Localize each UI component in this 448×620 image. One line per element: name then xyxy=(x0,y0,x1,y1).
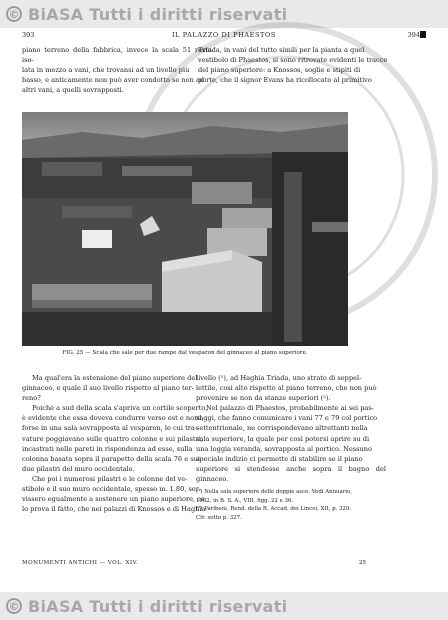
text-line: superiore si stendesse anche sopra il bagno del ginnaceo. xyxy=(196,464,386,483)
text-line: lettile, cosi alto rispetto al piano terreno, che non può xyxy=(196,384,377,393)
text-line: Nel palazzo di Phaestos, probabilmente ai sei pas- xyxy=(206,404,374,413)
text-line: porte, che il signor Evans ha ricollocato al primitivo xyxy=(198,76,372,85)
footnote: (²) Paribeni, Rend. della R. Accad. dei Lincei, XII, p. 320. xyxy=(196,506,351,513)
text-line: lata in mezzo a vani, che trovansi ad un livello più xyxy=(22,66,190,75)
text-line: altri vani, a quelli sovrapposti. xyxy=(22,86,124,95)
text-line: provenire se non da stanze superiori (²). xyxy=(196,394,331,403)
watermark-text: BiASA Tutti i diritti riservati xyxy=(28,4,288,24)
text-line: una loggia veranda, sovrapposta al portico. Nessuno xyxy=(196,444,372,453)
text-line: Poichè a sud della scala s'apriva un cortile scoperto, xyxy=(32,404,208,413)
text-line: basso, e anticamente non può aver condotto se non ad xyxy=(22,76,205,85)
footnote: (¹) Nella sala superiore delle doppie asce. Vedi Annuario, xyxy=(196,489,352,496)
text-line: del piano superiore: a Knossos, soglie e stipiti di xyxy=(198,66,361,75)
page-number-right: 394 xyxy=(407,31,420,39)
text-line: vissero egualmente a sostenere un piano superiore, ce xyxy=(22,495,205,504)
figure-photograph xyxy=(22,112,348,346)
text-line: sala superiore, la quale per così potersi aprire su di xyxy=(196,434,370,443)
text-line: forse in una sala sovrapposta al vesparon, le cui tra- xyxy=(22,424,198,433)
text-line: Che poi i numerosi pilastri e le colonne del ve- xyxy=(32,474,188,483)
page-number-left: 393 xyxy=(22,31,35,39)
footnote: 1902, in B. S. A., VIII, figg. 22 e 36. xyxy=(196,497,294,504)
text-line: reno? xyxy=(22,394,41,403)
watermark-banner-top xyxy=(0,0,448,28)
text-line: lo prova il fatto, che nei palazzi di Knossos e di Haghia xyxy=(22,505,206,514)
text-line: incastrati nelle pareti in rispondenza ad esse, sulla xyxy=(22,444,193,453)
copyright-icon: © xyxy=(6,598,22,614)
text-line: livello (¹), ad Haghia Triada, uno strato di seppel- xyxy=(196,374,362,382)
text-line: ginnaceo, e quale il suo livello rispetto al piano ter- xyxy=(22,384,194,393)
text-line: stibolo e il suo muro occidentale, spesso m. 1.80, ser- xyxy=(22,485,202,494)
text-line: Triada, in vani del tutto simili per la pianta a quel xyxy=(198,46,365,54)
footnote: Cfr. sotto p. 327. xyxy=(196,514,242,521)
text-line: colonna basata sopra il parapetto della scala 76 e sui xyxy=(22,454,200,463)
journal-title: MONUMENTI ANTICHI — VOL. XIV. xyxy=(22,560,139,566)
text-line: piano terreno della fabbrica, invece la scala 51 resta iso- xyxy=(22,46,212,65)
signature-mark: 25 xyxy=(358,560,366,566)
text-column-top-right xyxy=(198,45,390,85)
page-footer xyxy=(22,560,366,570)
text-line: due pilastri del muro occidentale. xyxy=(22,464,135,473)
text-line: vestibolo di Phaestos, si sono ritrovate evidenti le tracce xyxy=(198,56,388,65)
text-column-top-left xyxy=(22,45,212,95)
running-title: IL PALAZZO DI PHAESTOS xyxy=(172,31,276,39)
text-line: Ma qual'era la estensione del piano superiore del xyxy=(32,374,198,382)
text-line: settentrionale, ne corrispondevano altrettanti nella xyxy=(196,424,368,433)
figure-caption: FIG. 25 — Scala che sale per due rampe dal vesparon del ginnaceo al piano superiore. xyxy=(62,350,308,356)
text-line: vature poggiavano sulle quattro colonne e sui pilastri, xyxy=(22,434,203,443)
text-column-bottom-right xyxy=(196,373,386,522)
text-line: speciale indizio ci permette di stabilire se il piano xyxy=(196,454,363,463)
text-column-bottom-left xyxy=(22,373,210,514)
running-header xyxy=(22,31,426,41)
text-line: è evidente che essa doveva condurre verso est e nord, xyxy=(22,414,204,423)
corner-marker xyxy=(420,31,426,38)
copyright-icon: © xyxy=(6,6,22,22)
text-line: saggi, che fanno comunicare i vani 77 e 79 col portico xyxy=(196,414,378,423)
watermark-banner-bottom xyxy=(0,592,448,620)
watermark-text: BiASA Tutti i diritti riservati xyxy=(28,596,288,616)
